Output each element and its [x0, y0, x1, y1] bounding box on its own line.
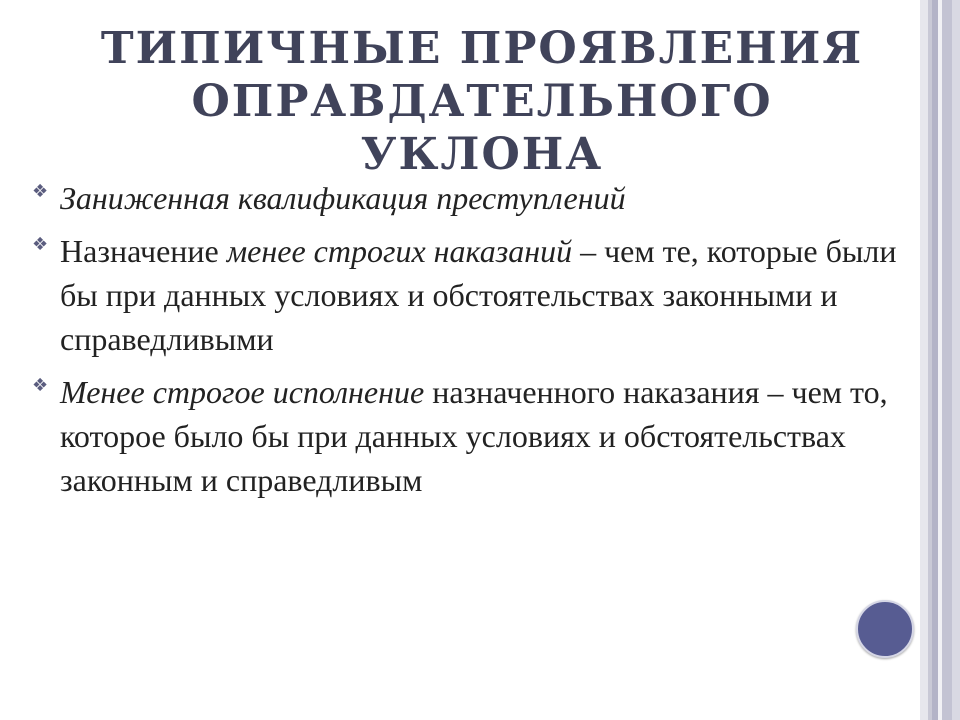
bullet-text: назначенного наказания – чем то, которое было бы при данных условиях и обстоятельствах законным и справедливым	[60, 374, 888, 498]
diamond-bullet-icon: ❖	[32, 234, 49, 255]
bullet-italic-text: Менее строгое исполнение	[60, 374, 425, 410]
slide-title-line: ТИПИЧНЫЕ ПРОЯВЛЕНИЯ	[100, 23, 864, 74]
slide-title-line: ОПРАВДАТЕЛЬНОГО УКЛОНА	[191, 76, 773, 180]
side-stripe	[942, 0, 952, 720]
slide-title	[92, 22, 872, 181]
bullet-italic-text: Заниженная квалификация преступлений	[60, 180, 626, 216]
bullet-item	[30, 176, 900, 220]
diamond-bullet-icon: ❖	[32, 181, 49, 202]
bullet-italic-text: менее строгих наказаний	[226, 233, 573, 269]
decorative-circle	[856, 600, 914, 658]
side-stripe	[952, 0, 960, 720]
bullet-text: Назначение	[60, 233, 227, 269]
diamond-bullet-icon: ❖	[32, 375, 49, 396]
bullet-item	[30, 370, 900, 502]
bullet-list	[30, 176, 900, 502]
side-stripe	[920, 0, 928, 720]
bullet-text: – чем те, которые были бы при данных условиях и обстоятельствах законными и справедливыми	[60, 233, 897, 357]
bullet-item	[30, 229, 900, 361]
